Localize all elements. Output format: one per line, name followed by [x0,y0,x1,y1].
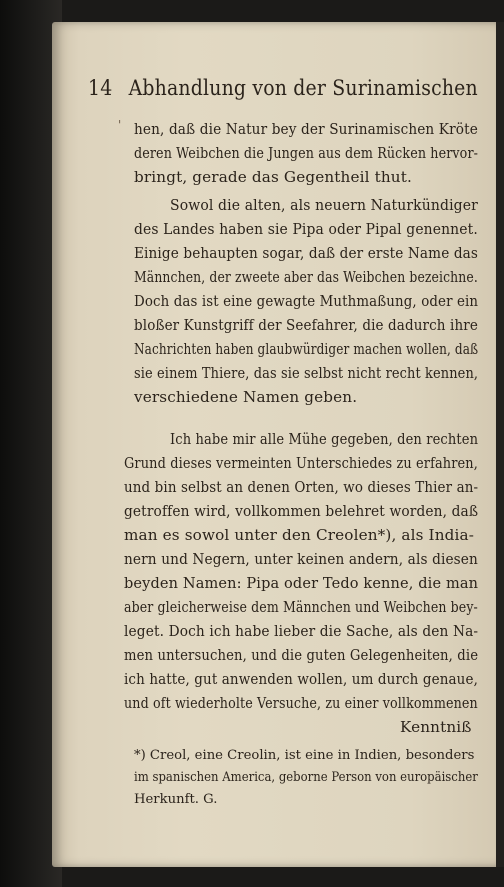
text-line: nern und Negern, unter keinen andern, als diesen [124,550,478,568]
footnote-line: im spanischen America, geborne Person von europäischer [134,770,478,785]
text-line: bloßer Kunstgriff der Seefahrer, die dadurch ihre [134,316,478,334]
text-line: beyden Namen: Pipa oder Tedo kenne, die man [124,574,479,592]
text-line: men untersuchen, und die guten Gelegenheiten, die [124,646,479,664]
margin-mark: ' [118,118,122,132]
running-head-title: Abhandlung von der Surinamischen [128,76,478,100]
text-line: sie einem Thiere, das sie selbst nicht recht kennen, [134,364,479,382]
footnote-line: Herkunft. G. [134,792,218,807]
text-line: bringt, gerade das Gegentheil thut. [134,168,412,186]
text-line: Einige behaupten sogar, daß der erste Name das [134,244,479,262]
text-line: und oft wiederholte Versuche, zu einer vollkommenen [124,694,478,712]
text-line: Männchen, der zweete aber das Weibchen bezeichne. [134,268,478,286]
text-line: Grund dieses vermeinten Unterschiedes zu erfahren, [124,454,478,472]
text-line: und bin selbst an denen Orten, wo dieses Thier an- [124,478,479,496]
text-line: man es sowol unter den Creolen*), als India- [124,526,474,544]
running-header [88,76,478,100]
text-line: ich hatte, gut anwenden wollen, um durch genaue, [124,670,478,688]
text-line: verschiedene Namen geben. [134,388,358,406]
text-line: Doch das ist eine gewagte Muthmaßung, oder ein [134,292,479,310]
text-line: hen, daß die Natur bey der Surinamischen Kröte [134,120,478,138]
catchword: Kenntniß [400,718,472,736]
text-line: getroffen wird, vollkommen belehret worden, daß [124,502,479,520]
page-number: 14 [88,76,113,100]
text-line: aber gleicherweise dem Männchen und Weibchen bey- [124,598,478,616]
text-line: deren Weibchen die Jungen aus dem Rücken hervor- [134,144,479,162]
text-line: Sowol die alten, als neuern Naturkündiger [170,196,478,214]
page-edge-shadow [496,22,504,867]
text-line: Nachrichten haben glaubwürdiger machen wollen, daß [134,340,479,358]
text-line: des Landes haben sie Pipa oder Pipal genennet. [134,220,478,238]
footnote-line: *) Creol, eine Creolin, ist eine in Indien, besonders [134,748,475,763]
text-line: leget. Doch ich habe lieber die Sache, als den Na- [124,622,479,640]
text-line: Ich habe mir alle Mühe gegeben, den rechten [170,430,479,448]
